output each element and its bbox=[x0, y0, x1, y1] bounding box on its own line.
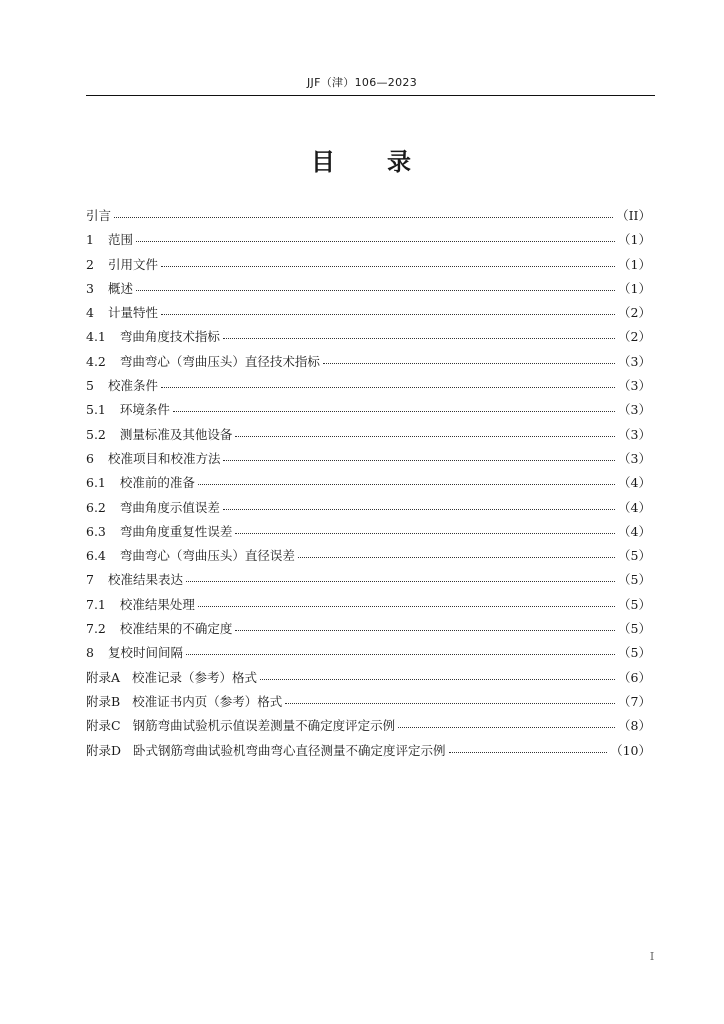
toc-entry-label: 环境条件 bbox=[119, 402, 170, 418]
table-of-contents bbox=[86, 204, 651, 763]
title-char-2: 录 bbox=[387, 148, 413, 176]
toc-entry[interactable] bbox=[86, 568, 651, 592]
toc-entry[interactable] bbox=[86, 520, 651, 544]
toc-entry-number: 附录C bbox=[86, 718, 121, 734]
toc-entry-page: （3） bbox=[618, 378, 651, 394]
toc-leader-dots bbox=[298, 545, 615, 558]
toc-entry-number: 7.2 bbox=[86, 621, 106, 637]
toc-entry-label: 引用文件 bbox=[107, 256, 158, 272]
toc-entry[interactable] bbox=[86, 350, 651, 374]
toc-entry-number: 4.1 bbox=[86, 329, 106, 345]
toc-entry-number: 8 bbox=[86, 645, 94, 661]
header-rule bbox=[86, 95, 655, 96]
toc-entry-number: 5.1 bbox=[86, 402, 106, 418]
toc-leader-dots bbox=[235, 618, 615, 631]
toc-entry-label: 弯曲角度示值误差 bbox=[119, 499, 220, 515]
toc-entry-label: 校准前的准备 bbox=[119, 475, 195, 491]
toc-entry-label: 引言 bbox=[86, 208, 112, 223]
toc-leader-dots bbox=[198, 472, 615, 485]
toc-entry-page: （2） bbox=[618, 305, 651, 321]
toc-entry[interactable] bbox=[86, 277, 651, 301]
toc-entry-page: （5） bbox=[618, 548, 651, 564]
toc-leader-dots bbox=[161, 375, 615, 388]
toc-leader-dots bbox=[186, 569, 615, 582]
toc-entry[interactable] bbox=[86, 714, 651, 738]
toc-leader-dots bbox=[173, 399, 615, 412]
toc-entry[interactable] bbox=[86, 617, 651, 641]
toc-leader-dots bbox=[323, 351, 615, 364]
toc-entry-number: 4.2 bbox=[86, 353, 106, 369]
toc-entry-number: 6.4 bbox=[86, 548, 106, 564]
toc-entry-label: 钢筋弯曲试验机示值误差测量不确定度评定示例 bbox=[132, 718, 396, 734]
toc-entry-page: （4） bbox=[618, 523, 651, 539]
toc-entry[interactable] bbox=[86, 374, 651, 398]
toc-entry-label: 弯曲角度重复性误差 bbox=[119, 523, 233, 539]
toc-entry-label: 校准记录（参考）格式 bbox=[132, 669, 258, 685]
toc-entry-label: 校准条件 bbox=[107, 378, 158, 394]
toc-leader-dots bbox=[114, 205, 613, 218]
toc-entry-page: （3） bbox=[618, 426, 651, 442]
toc-entry-label: 弯曲角度技术指标 bbox=[119, 329, 220, 345]
toc-entry-label: 校准结果处理 bbox=[119, 596, 195, 612]
toc-entry[interactable] bbox=[86, 641, 651, 665]
toc-entry-label: 卧式钢筋弯曲试验机弯曲弯心直径测量不确定度评定示例 bbox=[133, 742, 446, 758]
toc-leader-dots bbox=[161, 254, 615, 267]
toc-entry-page: （II） bbox=[616, 208, 651, 223]
toc-entry-number: 6.2 bbox=[86, 499, 106, 515]
toc-entry-page: （3） bbox=[618, 353, 651, 369]
toc-entry-page: （5） bbox=[618, 572, 651, 588]
toc-entry-number: 5 bbox=[86, 378, 94, 394]
toc-entry-page: （5） bbox=[618, 596, 651, 612]
toc-entry-number: 6.3 bbox=[86, 523, 106, 539]
toc-entry-number: 6.1 bbox=[86, 475, 106, 491]
toc-entry-page: （4） bbox=[618, 499, 651, 515]
toc-leader-dots bbox=[136, 229, 615, 242]
toc-entry-label: 校准结果的不确定度 bbox=[119, 621, 233, 637]
page-title bbox=[0, 142, 724, 177]
toc-entry[interactable] bbox=[86, 325, 651, 349]
toc-entry[interactable] bbox=[86, 593, 651, 617]
document-header-code: JJF（津）106—2023 bbox=[306, 76, 417, 89]
toc-leader-dots bbox=[161, 302, 615, 315]
toc-entry-page: （7） bbox=[618, 693, 651, 709]
toc-leader-dots bbox=[285, 691, 615, 704]
toc-entry-page: （5） bbox=[618, 645, 651, 661]
toc-entry[interactable] bbox=[86, 690, 651, 714]
toc-entry-page: （2） bbox=[618, 329, 651, 345]
toc-entry-label: 复校时间间隔 bbox=[107, 645, 183, 661]
toc-entry-label: 弯曲弯心（弯曲压头）直径技术指标 bbox=[119, 353, 320, 369]
toc-entry-page: （1） bbox=[618, 280, 651, 296]
toc-entry-label: 计量特性 bbox=[107, 305, 158, 321]
toc-entry[interactable] bbox=[86, 447, 651, 471]
toc-leader-dots bbox=[260, 667, 615, 680]
title-char-1: 目 bbox=[311, 148, 337, 176]
toc-entry-number: 4 bbox=[86, 305, 94, 321]
toc-entry-page: （6） bbox=[618, 669, 651, 685]
toc-entry-page: （1） bbox=[618, 256, 651, 272]
toc-entry-number: 附录D bbox=[86, 742, 122, 758]
toc-entry[interactable] bbox=[86, 228, 651, 252]
toc-leader-dots bbox=[186, 642, 615, 655]
toc-entry-number: 5.2 bbox=[86, 426, 106, 442]
toc-entry[interactable] bbox=[86, 423, 651, 447]
toc-entry-page: （4） bbox=[618, 475, 651, 491]
toc-entry-label: 校准结果表达 bbox=[107, 572, 183, 588]
toc-entry-page: （5） bbox=[618, 621, 651, 637]
toc-leader-dots bbox=[398, 715, 615, 728]
toc-entry[interactable] bbox=[86, 739, 651, 763]
toc-entry-number: 2 bbox=[86, 256, 94, 272]
toc-entry-label: 校准证书内页（参考）格式 bbox=[132, 693, 283, 709]
toc-entry[interactable] bbox=[86, 471, 651, 495]
toc-leader-dots bbox=[223, 326, 615, 339]
page-number: I bbox=[649, 950, 655, 963]
toc-entry-page: （1） bbox=[618, 232, 651, 248]
toc-entry-number: 1 bbox=[86, 232, 94, 248]
toc-leader-dots bbox=[235, 424, 615, 437]
toc-leader-dots bbox=[223, 448, 615, 461]
toc-leader-dots bbox=[198, 594, 615, 607]
toc-entry[interactable] bbox=[86, 204, 651, 228]
toc-entry-page: （8） bbox=[618, 718, 651, 734]
toc-leader-dots bbox=[223, 497, 615, 510]
toc-entry[interactable] bbox=[86, 301, 651, 325]
toc-entry-label: 测量标准及其他设备 bbox=[119, 426, 233, 442]
toc-entry-number: 6 bbox=[86, 450, 94, 466]
toc-entry[interactable] bbox=[86, 496, 651, 520]
toc-leader-dots bbox=[449, 740, 608, 753]
toc-entry-label: 概述 bbox=[107, 280, 133, 296]
toc-entry-number: 3 bbox=[86, 280, 94, 296]
toc-entry[interactable] bbox=[86, 253, 651, 277]
toc-entry[interactable] bbox=[86, 398, 651, 422]
toc-leader-dots bbox=[136, 278, 615, 291]
toc-entry-page: （10） bbox=[610, 742, 651, 758]
toc-entry-number: 7 bbox=[86, 572, 94, 588]
toc-entry-label: 校准项目和校准方法 bbox=[107, 450, 221, 466]
toc-entry-page: （3） bbox=[618, 402, 651, 418]
toc-entry[interactable] bbox=[86, 544, 651, 568]
toc-entry-number: 附录A bbox=[86, 669, 121, 685]
toc-entry-label: 弯曲弯心（弯曲压头）直径误差 bbox=[119, 548, 295, 564]
toc-entry-number: 7.1 bbox=[86, 596, 106, 612]
toc-entry-page: （3） bbox=[618, 450, 651, 466]
toc-entry[interactable] bbox=[86, 666, 651, 690]
toc-entry-number: 附录B bbox=[86, 693, 121, 709]
toc-leader-dots bbox=[235, 521, 615, 534]
toc-entry-label: 范围 bbox=[107, 232, 133, 248]
